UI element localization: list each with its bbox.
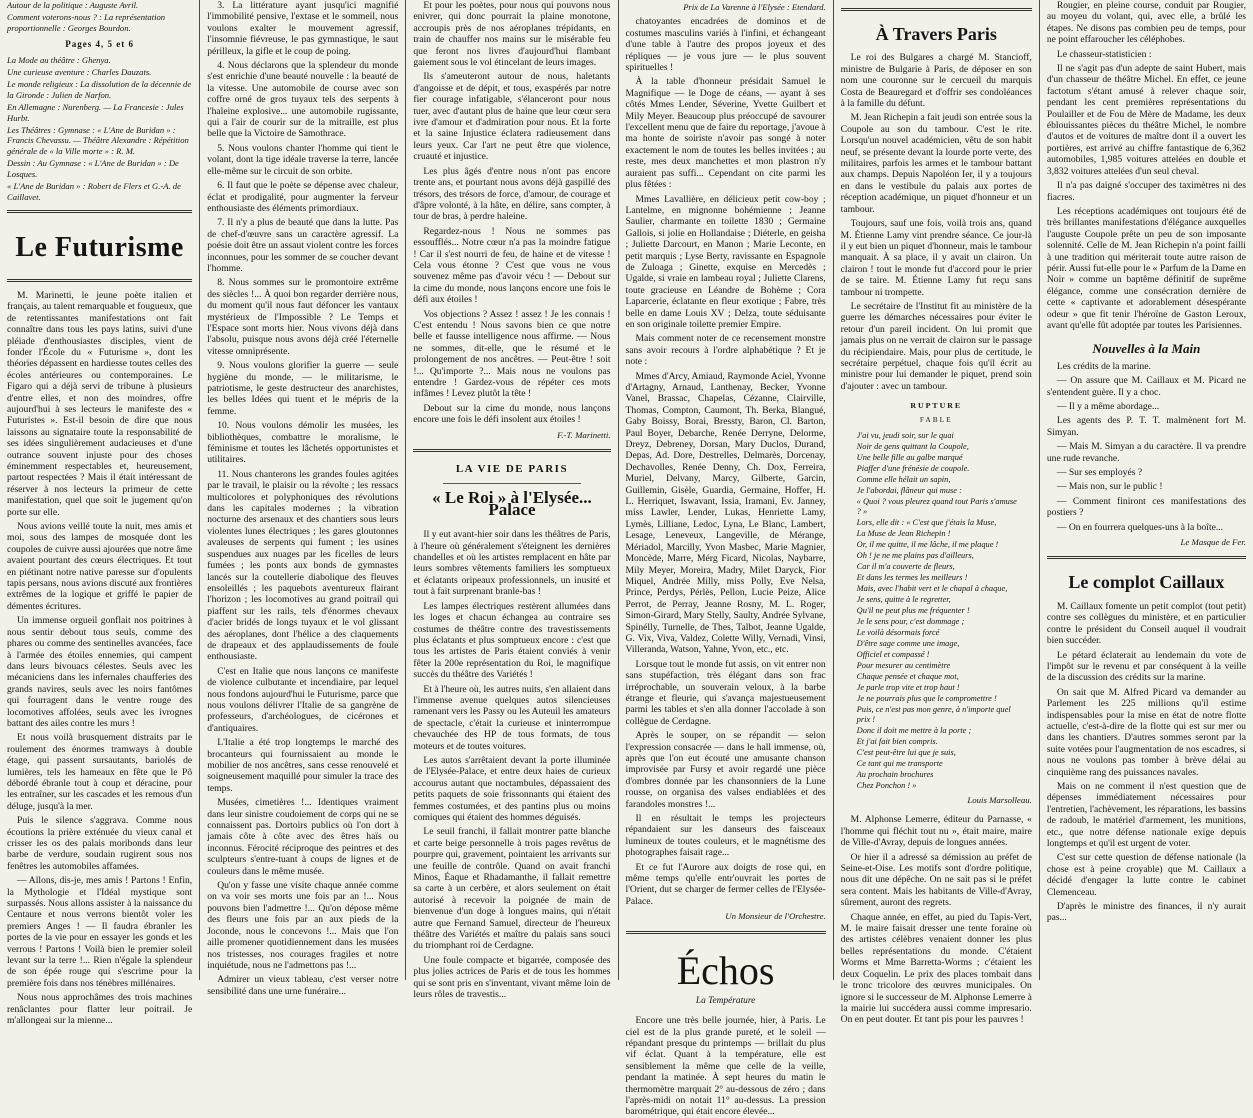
paragraph: Les autos s'arrêtaient devant la porte illuminée de l'Elysée-Palace, et entre deux haies de curieux accourus autant que noctambules, dépassaient des petits paquets de soie frissonnants qui étaient des femmes costumées, et des pantins plus ou moins comiques qui étaient des hommes déguisés. [413, 754, 611, 823]
paragraph: 6. Il faut que le poète se dépense avec chaleur, éclat et prodigalité, pour augmenter la ferveur enthousiaste des éléments primordiaux. [207, 180, 399, 214]
paragraph: Un immense orgueil gonflait nos poitrines à nous sentir debout tous seuls, comme des phares ou comme des sentinelles avancées, face à l'armée des étoiles ennemies, qui campent dans leurs bivouacs célestes. Seuls avec les mécaniciens dans les infernales chaufferies des grands navires, seuls avec les noirs fantômes qui fourragent dans le ventre rouge des locomotives affolées, seuls avec les ivrognes battant des ailes contre les murs ! [7, 615, 193, 729]
paragraph: Et nous voilà brusquement distraits par le roulement des énormes tramways à double étage, qui passent sursautants, bariolés de lumières, tels les hameaux en fête que le Pô débordé ébranle tout à coup et déracine, pour les entraîner, sur les cascades et les remous d'un déluge, jusqu'à la mer. [7, 732, 193, 812]
poem-line: Officiel et compassé ! [856, 650, 930, 659]
toc-item: La Mode au théâtre : Ghenya. [7, 54, 111, 65]
poem-line: Comme elle hélait un sapin, [856, 475, 951, 484]
poem-line: Le voilà désormais forcé [856, 628, 940, 637]
column-3 [406, 0, 617, 1001]
poem-line: Puis, ce n'est pas mon genre, à n'importe quel prix ! [856, 705, 1011, 724]
signature-orchestre: Un Monsieur de l'Orchestre. [725, 911, 826, 922]
paragraph: Et à l'heure où, les autres nuits, s'en allaient dans l'immense avenue quelques autos silencieuses ramenant vers les Passy ou les Auteuil les amateurs de spectacle, c'était la curieuse et ininterrompue chevauchée des HP de tous formats, de tous moteurs et de toutes voitures. [413, 683, 611, 752]
poem-line: Je parle trop vite et trop haut ! [856, 683, 960, 692]
paragraph: 5. Nous voulons chanter l'homme qui tient le volant, dont la tige idéale traverse la terre, lancée elle-même sur le circuit de son orbite. [207, 142, 399, 177]
paragraph: Lorsque tout le monde fut assis, on vit entrer non sans stupéfaction, très élégant dans son frac irréprochable, un souverain veloux, à la barbe étrange et fleurie, qui s'avança majestueusement parmi les tables et s'en alla donner l'accolade à son collègue de Cerdagne. [625, 658, 826, 727]
paragraph: Le pétard éclaterait au lendemain du vote de l'impôt sur le revenu et par conséquent à la veille de la discussion des crédits sur la marine. [1046, 649, 1246, 684]
paragraph: Il n'a pas daigné s'occuper des taximètres ni des fiacres. [1046, 180, 1246, 203]
paragraph: chatoyantes encadrées de dominos et de costumes masculins variés à l'infini, et échangeant d'une table à l'autre des propos joyeux et des répliques — je vous jure — le plus souvent spirituelles ! [625, 16, 826, 74]
paragraph: C'est sur cette question de défense nationale (la chose est à peine croyable) que M. Caillaux a décidé d'engager la lutte contre le cabinet Clemenceau. [1046, 852, 1246, 898]
paragraph: Debout sur la cime du monde, nous lançons encore une fois le défi insolent aux étoiles ! [413, 402, 611, 426]
paragraph: Il y eut avant-hier soir dans les théâtres de Paris, à l'heure où généralement s'éteignent les dernières chandelles et où les artistes remplacent en hâte par leurs sombres vêtements familiers les somptueux et éclatants oripeaux professionnels, un inusité et tout à fait surprenant branle-bas ! [413, 529, 611, 598]
paragraph: Le secrétaire de l'Institut fit au ministère de la guerre les démarches nécessaires pour éviter le retour d'un pareil incident. On lui promit que jamais plus on ne verrait de clairon sur le passage du récipiendaire. Mais, pour plus de certitude, le secrétaire perpétuel, chaque fois qu'il écrit au ministre pour lui demander le piquet, prend soin d'ajouter : avec un tambour. [840, 300, 1032, 392]
paragraph: M. Jean Richepin a fait jeudi son entrée sous la Coupole au son du tambour. C'est le rite. Lorsqu'un nouvel académicien, vêtu de son habit neuf, se présente devant la lourde porte verte, des militaires, parfois les armes et le tambour battant aux champs. Depuis Napoléon Ier, il y a toujours en dans le vestibule du palais aux portes de réception académique, un piquet d'honneur et un tambour. [840, 112, 1032, 215]
column-1 [0, 0, 199, 1027]
title-separator [7, 210, 192, 213]
signature-masque-de-fer: Le Masque de Fer. [1180, 537, 1246, 548]
paragraph: Qu'on y fasse une visite chaque année comme on va voir ses morts une fois par an !... Nous pouvons bien l'admettre !... Qu'on dépose même des fleurs une fois par an aux pieds de la Joconde, nous le concevons !... Mais que l'on aille promener quotidiennement dans les musées nos tristesses, nos courages fragiles et notre inquiétude, nous ne l'admettons pas !... [207, 880, 399, 971]
paragraph: Chaque année, en effet, au pied du Tapis-Vert, M. le maire faisait dresser une tente foraine où des artistes célèbres venaient donner les plus belles représentations du monde. C'étaient Worms et Mme Barretta-Worms ; c'étaient les deux Coquelin. Le prix des places tombait dans le tronc tricolore des œuvres municipales. On ignore si le successeur de M. Alphonse Lemerre à la mairie lui succédera aussi comme impresario. On en peut douter. Et tant pis pour les pauvres ! [840, 911, 1032, 1026]
section-separator [413, 449, 610, 452]
paragraph: 4. Nous déclarons que la splendeur du monde s'est enrichie d'une beauté nouvelle : la beauté de la vitesse. Une automobile de course avec son coffre orné de gros tuyaux tels des serpents à l'haleine explosive... une automobile rugissante, qui a l'air de courir sur de la mitraille, est plus belle que la Victoire de Samothrace. [207, 60, 399, 140]
short-rule [443, 483, 580, 484]
top-line: Prix de La Varenne à l'Elysée : Etendard. [683, 2, 826, 12]
section-separator [841, 8, 1032, 11]
section-separator [626, 931, 826, 934]
paragraph: 8. Nous sommes sur le promontoire extrême des siècles !... À quoi bon regarder derrière nous, du moment qu'il nous faut défoncer les vantaux mystérieux de l'Impossible ? Le Temps et l'Espace sont morts hier. Nous vivons déjà dans l'absolu, puisque nous avons déjà créé l'éternelle vitesse omniprésente. [207, 277, 399, 357]
poem-line: Je l'abordai, flâneur qui muse : [856, 486, 962, 495]
poem-line: Et j'ai fait bien compris. [856, 737, 938, 746]
section-title-vie-de-paris: LA VIE DE PARIS [455, 463, 569, 476]
poem-line: Chez Ponchon ! » [856, 781, 917, 790]
paragraph: 9. Nous voulons glorifier la guerre — seule hygiène du monde, — le militarisme, le patriotisme, le geste destructeur des anarchistes, les belles Idées qui tuent et le mépris de la femme. [207, 360, 399, 417]
paragraph: Et pour les poètes, pour nous qui pouvons nous enivrer, qui donc pourrait la plaine monotone, accroupis près de nos aéroplanes trépidants, en train de chauffer nos mains sur le misérable feu que feront nos livres d'aujourd'hui flambant gaiement sous le vol étincelant de leurs images. [413, 0, 611, 69]
poem-line: Ce tant qui me transporte [856, 759, 943, 768]
paragraph: 3. La littérature ayant jusqu'ici magnifié l'immobilité pensive, l'extase et le sommeil, nous voulons exalter le mouvement agressif, l'insomnie fiévreuse, le pas gymnastique, le saut périlleux, la gifle et le coup de poing. [207, 0, 399, 57]
poem-line: Qu'il ne peut plus me fréquenter ! [856, 606, 970, 615]
toc-item: En Allemagne : Nurenberg. — La Francesie : Jules Hurbt. [7, 102, 184, 123]
paragraph: Il ne s'agit pas d'un adepte de saint Hubert, mais d'un chasseur de théâtre Michel. En effet, ce jeune factotum s'étant amusé à relever chaque soir, pendant les cent premières représentations du Poulailler et de Fou de Mère de Madame, les deux éblouissantes pièces du théâtre Michel, le nombre d'autos et de voitures de maître dont il a ouvert les portières, est arrivé au chiffre fantastique de 6,362 automobiles, 1,985 voitures attelées en double et 3,832 voitures attelées d'un seul cheval. [1046, 63, 1246, 177]
poem-line: Je sens, quitte à le regretter, [856, 595, 951, 604]
paragraph: Mais on ne comment il n'est question que de dépenses immédiatement nécessaires pour l'entretien, l'achèvement, les réparations, les bassins de radoub, le matériel d'armement, les munitions, etc., que notre défense nationale exige depuis longtemps et qu'il est urgent de voter. [1046, 780, 1246, 849]
paragraph: L'Italie a été trop longtemps le marché des brocanteurs qui fournissaient au monde le mobilier de nos ancêtres, sans cesse renouvelé et soigneusement maquillé pour simuler la trace des temps. [207, 737, 399, 794]
nouvelle-item: — On en fourrera quelques-uns à la boîte... [1056, 521, 1224, 533]
poem-line: Je ne pourrais plus que le compromettre ! [856, 694, 997, 703]
nouvelle-item: — Mais M. Simyan a du caractère. Il va prendre une rude revanche. [1046, 441, 1246, 464]
head-complot-caillaux: Le complot Caillaux [1068, 572, 1225, 593]
poem-subtitle: FABLE [919, 414, 953, 424]
paragraph: M. Alphonse Lemerre, éditeur du Parnasse, « l'homme qui fléchit tout nu », était maire, maire de Ville-d'Avray, depuis de longues années. [840, 814, 1032, 849]
nouvelle-item: — Mais non, sur le public ! [1056, 481, 1163, 493]
paragraph: Après le souper, on se répandit — selon l'expression consacrée — dans le hall immense, où, après que l'on eut écouté une amusante chanson improvisée par Fursy et avoir regardé une pièce d'ombres donnée par les chansonniers de la Lune rousse, on organisa des valses endiablées et des farandoles monstres !... [625, 730, 826, 810]
toc-item: Dessin : Au Gymnase : « L'Ane de Buridan » : De Losques. [7, 158, 179, 179]
paragraph: Le seuil franchi, il fallait montrer patte blanche et carte beige personnelle à trois pages revêtus de pourpre qui, gravement, pointaient les arrivants sur une feuille de contrôle. Quand on avait franchi Minos, Éaque et Rhadamanthe, il fallait remettre sa carte à un cerbère, et alors seulement on était autorisé à recevoir la poignée de main de bienvenue d'un doge à longues mains, qui n'était autre que Fernand Samuel, directeur de l'heureux théâtre des Variétés et maître du palais sans souci du triomphant roi de Cerdagne. [413, 826, 611, 952]
toc-item: Autour de la politique : Auguste Avril. [7, 0, 139, 10]
paragraph: — Allons, dis-je, mes amis ! Partons ! Enfin, la Mythologie et l'Idéal mystique sont surpassés. Nous allons assister à la naissance du Centaure et nous verrons bientôt voler les premiers Anges ! — Il faudra ébranler les portes de la vie pour en essayer les gonds et les verrous ! Partons ! Voilà bien le premier soleil levant sur la terre !... Rien n'égale la splendeur de son épée rouge qui s'escrime pour la première fois dans nos ténèbres millénaires. [7, 875, 193, 989]
paragraph: Mmes d'Arcy, Amiaud, Raymonde Aciel, Yvonne d'Artagny, Arnaud, Lanthenay, Becker, Yvonne Vanel, Brassac, Chapelas, Cézanne, Clairville, Thomas, Compton, Caumont, Th. Berka, Blangué, Gaby Boissy, Borai, Bressty, Baron, Cl. Barton, Paul Boyer, Debarche, Renée Derryne, Delorme, Dreyz, Debreney, Dorsan, Mary Duclos, Durand, Depas, Ad. Dore, Destrelles, Delmarès, Dorcenay, Dechavolles, Renée Denny, Ch. Dox, Ferreira, Muriel, Delvany, Marcy, Gilberte, Garcin, Guillemin, Gisèle, Guardia, Germaine, Hoffer, H. L. Herriquet, Iswavant, Issia, Iramani, Ev. Janney, miss Lawler, Lender, Lukas, Henriette Lamy, Lymès, Lilliane, Ledoc, Lyna, Le Blanc, Lambert, Lesage, Leneveux, Langeville, de Mérange, Mériadol, Marcilly, Yvon Masbec, Marie Magnier, Moncède, Marre, Mérg Ficard, Nicolas, Naybarre, Mily Meyer, Moreira, Madry, Milet Daryck, Fior Miquel, Andrée Milly, miss Polly, Eve Nelsa, Prince, Perdys, Pérlès, Pellon, Lucie Peize, Alice Perrot, de Perray, Jeanne Rosny, M. L. Roger, Simon-Girard, Mary Stelly, Saulty, Andrée Sylvane, Spinélly, Turnelle, de Thes, Talbot, Jeanne Ugalde, G. Vix, Viva, Valdez, Colette Willy, Vernadi, Vinsi, Villeranda, Watson, Yahne, Yvon, etc., etc. [625, 370, 826, 656]
nouvelle-item: — Sur ses employés ? [1056, 467, 1143, 479]
poem-line: Noir de gens quittant la Coupole, [856, 442, 969, 451]
paragraph: 11. Nous chanterons les grandes foules agitées par le travail, le plaisir ou la révolte ; les ressacs multicolores et polyphoniques des révolutions dans les capitales modernes ; la vibration nocturne des arsenaux et des chantiers sous leurs violentes lunes électriques ; les gares gloutonnes avaleuses de serpents qui fument ; les usines suspendues aux nuages par les ficelles de leurs fumées ; les ponts aux bonds de gymnastes lancés sur la coutellerie diabolique des fleuves ensoleillés ; les paquebots aventureux flairant l'horizon ; les locomotives au grand poitrail qui piaffent sur les rails, tels d'énormes chevaux d'acier bridés de longs tuyaux et le vol glissant des aéroplanes, dont l'hélice a des claquements de drapeaux et des applaudissements de foule enthousiaste. [207, 468, 399, 663]
toc-item: « L'Ane de Buridan » : Robert de Flers et G.-A. de Caillavet. [7, 181, 181, 202]
poem-line: Donc il doit me mettre à la porte ; [856, 726, 972, 735]
paragraph: Vos objections ? Assez ! assez ! Je les connais ! C'est entendu ! Nous savons bien ce que notre belle et fausse intelligence nous affirme. — Nous ne sommes, dit-elle, que le résumé et le prolongement de nos ancêtres. — Peut-être ! soit !... Qu'importe ?... Mais nous ne voulons pas entendre ! Gardez-vous de répéter ces mots infâmes ! Levez plutôt la tête ! [413, 308, 611, 400]
column-4 [619, 0, 833, 1118]
poem-line: Piaffer d'une frénésie de coupole. [856, 464, 970, 473]
toc-item: Les Théâtres : Gymnase : « L'Ane de Buridan » : Francis Chevassu. — Théâtre Alexandre : Répétition générale de « la Ville morte » : R. M. [7, 125, 189, 156]
paragraph: À la table d'honneur présidait Samuel le Magnifique — le Doge de céans, — ayant à ses côtés Mmes Lender, Séverine, Yvette Guilbert et Mily Meyer. Beaucoup plus préoccupé de savourer l'excellent menu que de faire du reportage, j'avoue à ma honte de soiriste n'avoir pas songé à noter exactement le nom de toutes les belles invitées ; au reste, mes deux manchettes et mon plastron n'y auraient pas suffi... Cependant on cite parmi les plus fêtées : [625, 76, 826, 191]
column-6 [1040, 0, 1253, 980]
poem-line: Lors, elle dit : « C'est que j'étais la Muse, [856, 518, 997, 527]
paragraph: M. Marinetti, le jeune poète italien et français, au talent remarquable et fougueux, que de retentissantes manifestations ont fait connaître dans tous les pays latins, suivi d'une pléiade d'enthousiastes disciples, vient de fonder l'École du « Futurisme », dont les théories dépassent en hardiesse toutes celles des écoles antérieures ou contemporaines. Le Figaro qui a déjà servi de tribune à plusieurs d'entre elles, et non des moindres, offre aujourd'hui à ses lecteurs le manifeste des « Futuristes ». Est-il besoin de dire que nous laissons au signataire toute la responsabilité de ses idées singulièrement audacieuses et d'une outrance souvent injuste pour des choses éminemment respectables et, heureusement, partout respectées ? Mais il était intéressant de réserver à nos lecteurs la primeur de cette manifestation, quel que soit le jugement qu'on porte sur elle. [7, 289, 193, 518]
paragraph: Puis le silence s'aggrava. Comme nous écoutions la prière exténuée du vieux canal et crisser les os des palais moribonds dans leur barbe de verdure, soudain rugirent sous nos fenêtres les automobiles affamées. [7, 815, 193, 872]
signature-marinetti: F.-T. Marinetti. [557, 429, 611, 440]
poem-line: Une belle fille au galbe marqué [856, 453, 963, 462]
poem-line: Au prochain brochures [856, 770, 934, 779]
nouvelle-item: Les agents des P. T. T. malmènent fort M. Simyan. [1046, 415, 1246, 438]
poem-line: Je le sens pour, c'est dommage ; [856, 617, 965, 626]
paragraph: D'après le ministre des finances, il n'y aurait pas... [1046, 901, 1246, 924]
paragraph: On sait que M. Alfred Picard va demander au Parlement les 225 millions qu'il estime indispensables pour la mise en état de notre flotte actuelle, c'est-à-dire de la flotte qui est sur mer ou dans les chantiers. D'autres sommes seront par la suite votées pour l'augmentation de nos escadres, si nous ne voulons pas tomber à brève délai au cinquième rang des puissances navales. [1046, 686, 1246, 778]
paragraph: Nous nous approchâmes des trois machines renâclantes pour flatter leur poitrail. Je m'allongeai sur la mienne... [7, 992, 193, 1027]
headline-roi-elysee: « Le Roi » à l'Elysée... Palace [432, 488, 592, 519]
article-title-futurisme: Le Futurisme [15, 231, 184, 263]
poem-line: Or, il me quitte, il me lâche, il me plaque ! [856, 540, 999, 549]
poem-line: D'être sage comme une image, [856, 639, 960, 648]
paragraph: Mmes Lavallière, en délicieux petit cow-boy ; Lantelme, en mignonne bohémienne ; Jeanne Saulier, charmante en toilette 1830 ; Germaine Gallois, si jolie en Hollandaise ; Diéterle, en geisha ; Juliette Darcourt, en Manon ; Marie Leconte, en petit marquis ; Lyse Berty, ravissante en Espagnole de Zuloaga ; Ginette, exquise en Mercedès ; Ugalde, si vraie en lambeau royal ; Juliette Clarens, toute gracieuse en Léandre de Bohème ; Cora Laparcerie, éclatante en fleur exotique ; Fabre, très belle en dame Louis XV ; Delza, toute séduisante en son originale toilette premier Empire. [625, 193, 826, 330]
paragraph: Musées, cimetières !... Identiques vraiment dans leur sinistre coudoiement de corps qui ne se connaissent pas. Dortoirs publics où l'on dort à jamais côte à côte avec des êtres haïs ou inconnus. Férocité réciproque des peintres et des sculpteurs s'entre-tuant à coups de lignes et de couleurs dans le même musée. [207, 797, 399, 877]
toc-item: Le monde religieux : La dissolution de la décennie de la Gironde : Julien de Narfon. [7, 79, 192, 100]
paragraph: Et ce fut l'Aurore aux doigts de rose qui, en même temps qu'elle entr'ouvrait les portes de l'Orient, dut se charger de fermer celles de l'Elysée-Palace. [625, 861, 826, 907]
paragraph: Encore une très belle journée, hier, à Paris. Le ciel est de la plus grande pureté, et le soleil — répandant presque du printemps — brillait du plus vif éclat. Quant à la température, elle est sensiblement la même que celle de la veille, pendant la matinée. À sept heures du matin le thermomètre marquait 2° au-dessous de zéro ; dans l'après-midi on notait 11° au-dessus. La pression barométrique, qui était encore élevée... [625, 1015, 826, 1118]
paragraph: Une foule compacte et bigarrée, composée des plus jolies actrices de Paris et de tous les hommes qui se sont pris en s'inventant, vivant même loin de leurs rôles de travestis... [413, 954, 611, 1001]
paragraph: Le roi des Bulgares a chargé M. Stancioff, ministre de Bulgarie à Paris, de déposer en son nom une couronne sur le cercueil du marquis Costa de Beauregard et d'offrir ses condoléances à la famille du défunt. [840, 52, 1032, 110]
paragraph: Toujours, sauf une fois, voilà trois ans, quand M. Étienne Lamy vint prendre séance. Ce jour-là il y eut bien un piquet d'honneur, mais le tambour manquait. À sa place, il y avait un clairon. Un clairon ! tout le monde fut d'accord pour le prier de se taire. M. Étienne Lamy fut reçu sans tambour ni trompette. [840, 218, 1032, 298]
poem-line: J'ai vu, jeudi soir, sur le quai [856, 431, 954, 440]
paragraph: Il en résultait le temps les projecteurs répandaient sur les danseurs des faisceaux lumineux de toutes couleurs, et le magnétisme des photographes faisait rage... [625, 813, 826, 859]
nouvelle-item: — Il y a même abordage... [1056, 401, 1160, 412]
paragraph: Admirer un vieux tableau, c'est verser notre sensibilité dans une urne funéraire... [207, 974, 399, 997]
pages-label: Pages 4, 5 et 6 [65, 39, 134, 50]
poem-line: La Muse de Jean Richepin ! [856, 529, 951, 538]
paragraph: 10. Nous voulons démolir les musées, les bibliothèques, combattre le moralisme, le féminisme et toutes les lâchetés opportunistes et utilitaires. [207, 420, 399, 466]
paragraph: Nous avions veillé toute la nuit, mes amis et moi, sous des lampes de mosquée dont les coupoles de cuivre aussi ajourées que notre âme avaient pourtant des cœurs électriques. Et tout en piétinant notre native paresse sur d'opulents tapis persans, nous avions discuté aux frontières extrêmes de la logique et griffé le papier de démentes écritures. [7, 521, 193, 612]
poem-line: C'est peut-être lui que je suis, [856, 748, 956, 757]
poem-line: Pour mesurer au centimètre [856, 661, 951, 670]
poem-title: RUPTURE [910, 401, 963, 411]
column-2 [200, 0, 405, 997]
poem-signature: Louis Marsolleau. [967, 795, 1032, 805]
nouvelle-item: — Comment finiront ces manifestations des postiers ? [1046, 495, 1246, 519]
paragraph: Les plus âgés d'entre nous n'ont pas encore trente ans, et pourtant nous avons déjà gaspillé des trésors, des trésors de force, d'amour, de courage et d'âpre volonté, à la hâte, en délire, sans compter, à tour de bras, à perdre haleine. [413, 165, 611, 223]
poem-line: Mais, avec l'habit vert et le chapal à chaque, [856, 584, 1008, 593]
column-5 [834, 0, 1039, 1026]
poem-line: Chaque pensée et chaque mot, [856, 672, 959, 681]
toc-item: Comment voterons-nous ? : La représentation proportionnelle : Georges Bourdon. [7, 12, 166, 33]
poem-line: Car il m'a couverte de fleurs, [856, 562, 955, 571]
section-separator [1047, 556, 1246, 559]
echos-subtitle: La Température [695, 995, 756, 1006]
title-separator-bottom [7, 279, 192, 282]
paragraph: M. Caillaux fomente un petit complot (tout petit) contre ses collègues du ministère, et en particulier contre le président du Conseil auquel il voudrait bien succéder. [1046, 600, 1246, 647]
nouvelle-item: — On assure que M. Caillaux et M. Picard ne s'entendent guère. Il y a choc. [1046, 375, 1246, 398]
paragraph: 7. Il n'y a plus de beauté que dans la lutte. Pas de chef-d'œuvre sans un caractère agressif. La poésie doit être un assaut violent contre les forces inconnues, pour les sommer de se coucher devant l'homme. [207, 217, 399, 274]
paragraph: Le chasseur-statisticien : [1056, 48, 1152, 60]
paragraph: Mais comment noter de ce recensement monstre sans avoir recours à l'ordre alphabétique ? Et je note : [625, 333, 826, 368]
head-nouvelles-a-la-main: Nouvelles à la Main [1092, 341, 1201, 357]
paragraph: Regardez-nous ! Nous ne sommes pas essoufflés... Notre cœur n'a pas la moindre fatigue ! Car il s'est nourri de feu, de haine et de vitesse ! Cela vous étonne ? C'est que vous ne vous souvenez même pas d'avoir vécu ! — Debout sur la cime du monde, nous lançons encore une fois le défi aux étoiles ! [413, 225, 611, 306]
nouvelle-item: Les crédits de la marine. [1056, 360, 1151, 372]
head-a-travers-paris: À Travers Paris [875, 24, 997, 44]
poem-line: Et dans les termes les meilleurs ! [856, 573, 968, 582]
paragraph: Les lampes électriques restèrent allumées dans les loges et chacun échangea au contraire ses costumes de théâtre contre des travestissements plus éclatants et plus somptueux encore : c'est que tous les artistes de Paris étaient conviés à venir fêter la 200e représentation du Roi, le magnifique succès du théâtre des Variétés ! [413, 600, 611, 681]
paragraph: C'est en Italie que nous lançons ce manifeste de violence culbutante et incendiaire, par lequel nous fondons aujourd'hui le Futurisme, parce que nous voulons délivrer l'Italie de sa gangrène de professeurs, d'archéologues, de cicérones et d'antiquaires. [207, 665, 399, 734]
paragraph: Ils s'ameuteront autour de nous, haletants d'angoisse et de dépit, et tous, exaspérés par notre fier courage infatigable, s'élanceront pour nous tuer, avec d'autant plus de haine que leur cœur sera ivre d'amour et d'admiration pour nous. Et la forte et la saine Injustice éclatera radieusement dans leurs yeux. Car l'art ne peut être que violence, cruauté et injustice. [413, 71, 611, 163]
poem-line: Oh ! je ne me plains pas d'ailleurs, [856, 551, 974, 560]
echos-title: Échos [676, 947, 775, 993]
toc-item: Une curieuse aventure : Charles Dauzats. [7, 67, 152, 78]
paragraph: Or hier il a adressé sa démission au préfet de Seine-et-Oise. Les motifs sont d'ordre politique, nous dit une dépêche. On ne sait pas si le préfet sera content. Mais les habitants de Ville-d'Avray, sûrement, auront des regrets. [840, 851, 1032, 909]
poem-line: « Quoi ? vous pleurez quand tout Paris s'amuse ? » [856, 497, 1017, 516]
paragraph: Rougier, en pleine course, conduit par Rougier, au moyeu du volant, qui, avec elle, a brûlé les étapes. Ne disons pas combien peu de temps, pour ne point effaroucher les céléphobes. [1046, 0, 1246, 46]
paragraph: Les réceptions académiques ont toujours été de très brillantes manifestations d'élégance auxquelles l'auguste Coupole prête un peu de son imposante solennité. Celle de M. Jean Richepin n'a point failli à une tradition qui mériterait toute autre raison de périr. Aussi fut-elle pour le « Parfum de la Dame en Noir » comme un baptême définitif de suprême élégance, comme une consécration dernière de cette « captivante et adorablement désespérante odeur » que fit tenir l'héroïne de Gaston Leroux, avant qu'elle fût adoptée par toutes les Parisiennes. [1046, 205, 1246, 331]
